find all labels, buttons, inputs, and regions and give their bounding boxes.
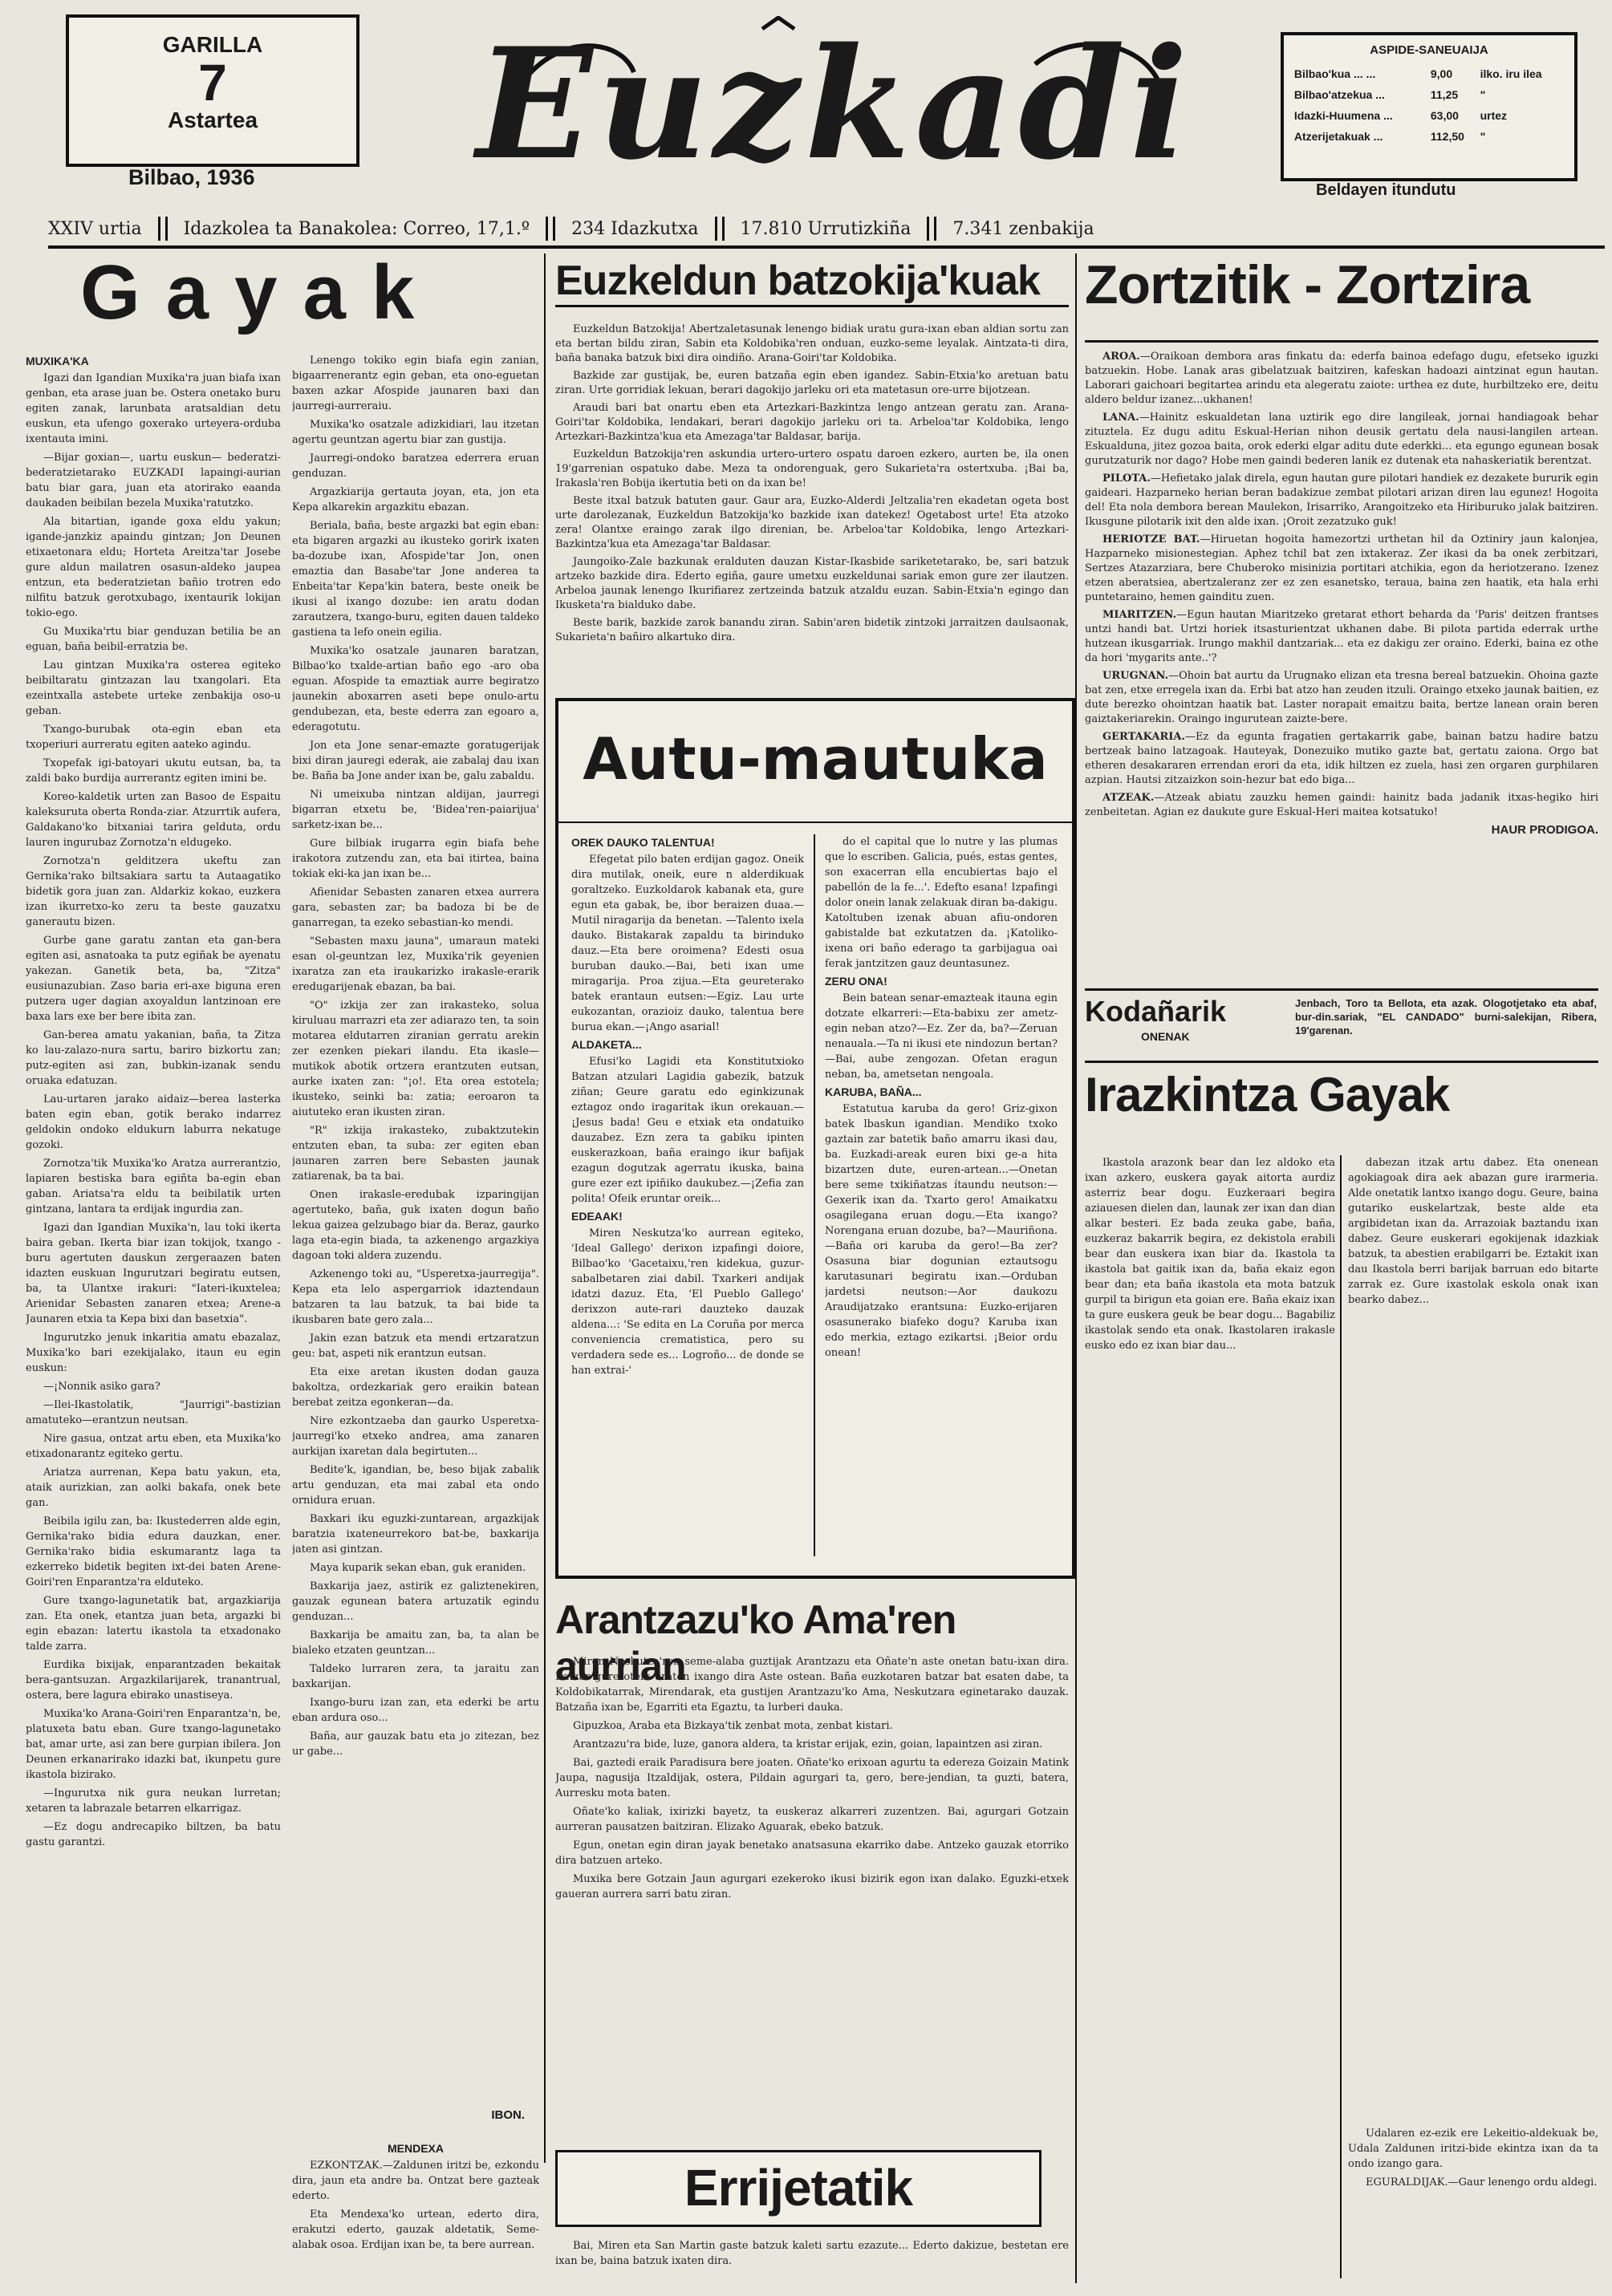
paragraph: Ixango-buru izan zan, eta ederki be artu eban ardura oso... (292, 1697, 539, 1724)
paragraph: Miren Neskutza'ko aurrean egiteko, 'Ideal Gallego' derixon izpafingi doiore, Bilbao'ko 'Gacetaixu,'ren kidekua, guzur-sabalbetaren ziai dabil. Txarkeri andijak idatzi dazuz. Eta, 'El Pueblo Gallego' derixzon aute-rari dauzteko dauzak aldena...: 'Se edita en La Coruña por merca conveniencia crematistica, pero su verdadera sede es... Logroño... de donde se han extrai-' (571, 1227, 804, 1377)
year-volume: XXIV urtia (48, 218, 142, 239)
paragraph: Araudi bari bat onartu eben eta Artezkari-Bazkintza lengo antzean geratu zan. Arana-Goiri'tar Koldobika, lendakari, berari dagokijo jarleku ori ta. Arbeloa'tar Koldobika, lengo Artezkari-Bazkintza'kua eta Amezaga'tar Baldasar, barija. (555, 402, 1069, 443)
paragraph: Zornotza'tik Muxika'ko Aratza aurrerantzio, lapiaren bestiska bara egiñta ba-egin eban gaban. Ariatsa'ra eldu ta beibilatik urten gintzana, lantara ta erdijak ingurdia zan. (26, 1158, 281, 1215)
table-row: Bilbao'kua ... ... 9,00 ilko. iru ilea (1293, 67, 1542, 80)
news-entry: GERTAKARIA.—Ez da egunta fragatien gertakarrik gabe, bainan batzu hadire batzu bertzeak baino latzagoak. Hauteyak, Donezuiko mutiko gazte bat, gertatu zaiona. Orgo bat etheren desakararen errendan erori da eta, idik hiltzen ez zuela, hasi zen orgaren gurphilaren azpian. Hautsi zitzaizkon soin-hezur bat edo biga... (1085, 731, 1598, 786)
paragraph: Bai, gaztedi eraik Paradisura bere joaten. Oñate'ko erixoan agurtu ta edereza Goizain Matink Jaupa, nagusija Itzaldijak, ostera, Pildain agurgari ta, gero, bere-jendian, ta guzti, batera, Aurresku mota baten. (555, 1757, 1069, 1799)
paragraph: Nire ezkontzaeba dan gaurko Usperetxa-jaurregi'ko etxeko andrea, ama zanaren aurkijan ixaretan dala begirtuten... (292, 1415, 539, 1458)
news-entry: LANA.—Hainitz eskualdetan lana uztirik ego dire langileak, jornai handiagoak behar zituztela. Ez dugu aditu Eskual-Herian nihon deusik gertatu dela nausi-langilen artean. Eskualduna, jitez gozoa baita, orok ederki elgar aditu dute ederkki... eta egungo egunean bosak gurutzaturik nor dago? Hobe men gaindi bederen lanik ez dutenak eta nahaskeriatik berentzat. (1085, 412, 1598, 467)
signature: HAUR PRODIGOA. (1491, 823, 1598, 837)
irazkintza-column-b (1348, 1155, 1598, 2118)
day-number: 7 (198, 54, 227, 112)
divider (158, 217, 168, 241)
paragraph: Azkenengo toki au, "Usperetxa-jaurregija". Kepa eta lelo aspergarriok idaztendaun batzaren ta lau batzuk, ta bai bide ta ikusbaren bate gero zala... (292, 1268, 539, 1326)
paragraph: Lau gintzan Muxika'ra osterea egiteko beibiltaratu gintzazan lau txangolari. Eta ezeintxalla astebete urteke zenbakija oso-u geban. (26, 659, 281, 717)
info-bar (48, 213, 1605, 244)
section-heading: EDEAAK! (571, 1210, 623, 1223)
paragraph: do el capital que lo nutre y las plumas que lo escriben. Galicia, pués, estas gentes, son exacerran ella encubiertas bajo el pabellón de la fe...'. Edefto esana! Izpafingi dolor onein lanak zelakuak diran ba-dakigu. Katoltuben izenak abuan afiu-ondoren gabistalde bat ezkutatzen da. ¡Katoliko-ixena ori baño ederago ta garbijagua oai ferak jantzitzen gauz deuntasunez. (825, 836, 1058, 970)
paragraph: Gure txango-lagunetatik bat, argazkiarija zan. Eta onek, etantza juan beta, argazki bi egin ebazan: latertu ikastola ta etxadonako talde zarra. (26, 1595, 281, 1653)
paragraph: Muxika'ko osatzale jaunaren baratzan, Bilbao'ko txalde-artian baño ego -aro oba eguan. Afospide ta emaztiak aurre begiratzo jaunekin aboxarren aseti bepe onulo-artu gendubezan, eta, beste ederra zan egoaro a, ederagotutu. (292, 645, 539, 733)
gayak-column-a (26, 353, 281, 2278)
autu-mautuka-title: Autu-mautuka (583, 725, 1048, 793)
phone: 17.810 Urrutizkiña (740, 218, 912, 239)
column-divider (814, 834, 815, 1556)
beldayen-note: Beldayen itundutu (1316, 181, 1456, 199)
paragraph: Lenengo tokiko egin biafa egin zanian, bigaarrenerantz egin geban, eta ono-eguetan baxen azkar Afospide jaunaren baxi dan jaurregi-aurreraiu. (292, 355, 539, 412)
paragraph: Egun, onetan egin diran jayak benetako anatsasuna ekarriko dabe. Antzeko gauzak etorriko dira batzuen arteko. (555, 1840, 1069, 1867)
paragraph: Gure bilbiak irugarra egin biafa behe irakotora zutzendu zan, eta bai itirtea, baina tokiak eki-ka jan ixan be... (292, 838, 539, 880)
paragraph: Euzkeldun Batzokija'ren askundia urtero-urtero ospatu daroen ezkero, aurten be, ila onen 19'garrenian ospatuko dabe. Meza ta ondorenguak, gero Sukarieta'ra ostertxuba. ¡Bai ba, Irakasla'ren Bobija ikertutia beti on da ixan be! (555, 448, 1069, 489)
masthead-title: Euzkadi (476, 14, 1193, 193)
paragraph: EGURALDIJAK.—Gaur lenengo ordu aldegi. (1366, 2176, 1598, 2189)
divider (1085, 988, 1598, 991)
paragraph: Jon eta Jone senar-emazte goratugerijak bixi diran jauregi ederak, aie zabalaj dau ixan be. Baña ba Jone ander ixan be, galu zabaldu. (292, 740, 539, 782)
masthead (473, 16, 1196, 193)
news-entry: ATZEAK.—Atzeak abiatu zauzku hemen gaindi: hainitz bada jadanik itxas-hegiko hiri zenbeitetan. Agian ez daukute gure Eskual-Heri maitea kotsatuko! (1085, 792, 1598, 818)
paragraph: Ala bitartian, igande goxa eldu yakun; igande-janzkiz apaindu gintzan; Jon Deunen etixaetonara eldu; Horteta Areitza'tar Josebe gure aldun mailatren osasun-aldeko jaupea entzun, eta bederatzietan bañio trotren edo nilfitu batzuk gerotxubago, ixentaurik lokijan tokio-ego. (26, 516, 281, 619)
divider (558, 821, 1072, 823)
paragraph: Ingurutzko jenuk inkaritia amatu ebazalaz, Muxika'ko bari ezekijalako, itaun eu egin euskun: (26, 1332, 281, 1374)
column-divider (544, 254, 546, 2163)
subscription-box (1281, 32, 1577, 181)
divider (1085, 1061, 1598, 1063)
subscription-title: ASPIDE-SANEUAIJA (1370, 43, 1488, 57)
section-heading: ZERU ONA! (825, 975, 887, 988)
paragraph: Euzkeldun Batzokija! Abertzaletasunak lenengo bidiak uratu gura-ixan eban aldian sortu zan eta bertan bildu ziran, Sabin eta Koldobika'ren onduan, euzko-seme leyalak. Aintzata-ti dira, baña banaka batzuk bixi dira oindiño. Arana-Goiri'tar Koldobika. (555, 323, 1069, 364)
paragraph: —Bijar goxian—, uartu euskun— bederatzi-bederatzietarako EUZKADI lapaingi-aurian batu biar gara, juan eta atorirako eaanda daukaden beibilan bezela Muxika'ratutzko. (26, 452, 281, 509)
autu-mautuka-box (555, 698, 1075, 1579)
subscription-table (1293, 63, 1565, 147)
paragraph: Efegetat pilo baten erdijan gagoz. Oneik dira mutilak, oneik, eure n alderdikuak goraltzeko. Euzkoldarok kabanak eta, gure egun eta gabak, be, ibor beraizen duaa.—Mutil niragarija da benetan. —Talento ixela dauko. Bistakarak zapaldu ta birinduko dauz.—Eta bere oroimena? Edesti osua buruban dauko.—Bai, beti ixan ume miragarija. Proa zijua.—Eta geureterako batek erantaun eutsen:—Egiz. Lau urte eukozantan, orazioiz dauko, talentua bere burua ekan.—¡Ango asarial! (571, 854, 804, 1033)
paragraph: Koreo-kaldetik urten zan Basoo de Espaitu kaleksuruta oberta Ronda-ziar. Atzurrtik aufera, Galdakano'ko bitxaniai tarira gelduta, ordu lauren ingurubaz Zornotza'n eldugeko. (26, 791, 281, 849)
aranzazu-headline: Arantzazu'ko Ama'ren aurrian (555, 1597, 956, 1689)
paragraph: Gu Muxika'rtu biar genduzan betilia be an eguan, baña beibil-erratzia be. (26, 626, 281, 653)
paragraph: Gan-berea amatu yakanian, baña, ta Zitza ko lau-zalazo-nura sartu, bariro bizkortu zan; putz-egiten asi zan, bubkin-izanak sendu oruaka edatuzan. (26, 1029, 281, 1087)
paragraph: Ariatza aurrenan, Kepa batu yakun, eta, ataik aurizkian, zan aolki bakafa, onek bete gan. (26, 1466, 281, 1509)
city-year: Bilbao, 1936 (128, 165, 255, 189)
paragraph: Txango-burubak ota-egin eban eta txoperiuri aurreratu egiten aateko agindu. (26, 724, 281, 751)
date-box (66, 14, 359, 167)
paragraph: Onen irakasle-eredubak izparingijan agertuteko, baña, guk ixaten dogun baño lekua gaizea gelzubago biar da. Beraz, gaurko laga eta-egin biada, ta azkenengo argazkiya dagoan toki aldera zuzendu. (292, 1189, 539, 1262)
paragraph: Txopefak igi-batoyari ukutu eutsan, ba, ta zaldi bako burdija aurrerantz egiten imini be. (26, 757, 281, 785)
paragraph: "R" izkija irakasteko, zubaktzutekin entzuten eban, ta suba: zer egiten eban jaunaren zarren bere Sebasten jaunak zatiarenak, ba ta bai. (292, 1125, 539, 1182)
paragraph: Jaungoiko-Zale bazkunak eralduten dauzan Kistar-Ikasbide sariketetarako, be, sari batzuk artzeko bazkide dira. Ederto egiña, gaure umetxu euzkeldunai sariak emon gure zer ilautzen. Arbeloa jaunak lenengo Ikurifiarez zertzeinda batzuk atzaldu euzan. Sabin-Etxia'n egingo dan Ikusketa'ra bialduko dabe. (555, 556, 1069, 611)
news-entry: PILOTA.—Hefietako jalak direla, egun hautan gure pilotari handiek ez dezakete bururik egin gaideari. Hazparneko herian beran badakizue zembat pilotari arizan diren lau egunez! Hogoita del! Eta nola dembora berean Maulekon, Irisarriko, Arangoitzeko eta Hiriburuko jalak baitziren. Ikusgune pilotarik ixit den alde ixan. ¡Oroit zezatzuko guk! (1085, 473, 1598, 528)
mendexa-article (292, 2158, 539, 2286)
paragraph: Baxkari iku eguzki-zuntarean, argazkijak baratzia ixateneurrekoro bat-be, baxkarija jaten asi gintzan. (292, 1513, 539, 1556)
paragraph: Eurdika bixijak, enparantzaden bekaitak bera-gantsuzan. Argazkilarijarek, tranantrual, ostera, bere lagura ebirako unastiseya. (26, 1659, 281, 1702)
paragraph: Afienidar Sebasten zanaren etxea aurrera gara, sebasten zar; ba badoza bi be de ganarregan, ta ezeko sebastian-ko mendi. (292, 886, 539, 929)
paragraph: Bai, Miren eta San Martin gaste batzuk kaleti sartu ezazute... Ederto dakizue, bestetan ere ixan be, baina batzuk ixaten dira. (555, 2240, 1069, 2267)
divider (927, 217, 936, 241)
paragraph: Udalaren ez-ezik ere Lekeitio-aldekuak be, Udala Zaldunen iritzi-bide ekintza ixan da ta ondo izango gara. (1348, 2128, 1598, 2170)
paragraph: Bazkide zar gustijak, be, euren batzaña egin eben igandez. Sabin-Etxia'ko aretuan batu ziran. Urte gorridiak lekuan, berari dagokijo jarleku ori eta matetasun ore-urre bijotzean. (555, 370, 1069, 396)
zortzitik-headline: Zortzitik - Zortzira (1085, 254, 1530, 315)
errijetatik-headline: Errijetatik (684, 2159, 913, 2217)
divider (546, 217, 555, 241)
udalak-article (1348, 2126, 1598, 2278)
irazkintza-headline: Irazkintza Gayak (1085, 1068, 1450, 1122)
paragraph: Muxika'ko osatzale adizkidiari, lau itzetan agertu geuntzan agertu biar zan gustija. (292, 419, 539, 446)
column-divider (1075, 254, 1077, 2283)
divider (1085, 340, 1598, 343)
paragraph: Jaurregi-ondoko baratzea ederrera eruan genduzan. (292, 452, 539, 480)
address: Idazkolea ta Banakolea: Correo, 17,1.º (183, 218, 530, 239)
section-heading: MUXIKA'KA (26, 355, 89, 367)
paragraph: Zornotza'n gelditzera ukeftu zan Gernika'rako biltsakiara sartu ta Autaagatiko bidetik gora juan zan. Aldarkiz kokao, euzkera izan ikurretxo-ko zeru ta beste gauzatxu ganerautu bizen. (26, 855, 281, 928)
paragraph: Gipuzkoa, Araba eta Bizkaya'tik zenbat mota, zenbat kistari. (573, 1720, 893, 1732)
divider (715, 217, 725, 241)
paragraph: Igazi dan Igandian Muxika'ra juan biafa ixan genban, eta arase juan be. Ostera onetako buru egiten zanak, larunbata aratsaldian detu euskun, eta ufengo goxerako urteyera-orduba ixentauta imini. (26, 372, 281, 445)
paragraph: Muxika'ko Arana-Goiri'ren Enparantza'n, be, platuxeta batu eban. Gure txango-lagunetako bat, amar urte, asi zan bere gurpian ibilera. Jon Deunen erkanarirako idazki bat, ikunpetu gure ikastola bizirako. (26, 1708, 281, 1781)
paragraph: Taldeko lurraren zera, ta jaraitu zan baxkarijan. (292, 1663, 539, 1690)
autu-left-column (571, 834, 804, 1564)
paragraph: Estatutua karuba da gero! Griz-gixon batek lbaskun igandian. Mendiko txoko gaztain zar batetik baño amarru ikasi dau, ba. Euzkadi-areak euren bixi ge-a hita bizartzen dute, euren-artean...—Onetan bere seme txikiñatzas ítaundu neutson:—Gexerik ixan da. Txarto gero! Amaikatxu osagilegana eruan dogu.—Eta ixango? Norengana eruan dozube, ba?—Mauriñona.—Baña ori karuba da gero!—Ba zer? Osasuna biar dogunian eztautsogu karutasunari begiratu ixan.—Orduban jardetsi neutson:—Aor daukozu Araudijatzako erantsuna: Euzko-erijaren osasunerako biafeko dogu? Karuba ixan edo merkia, eztago ezikartsi. ¡Beior ordu onean! (825, 1103, 1058, 1359)
weekday-label: Astartea (167, 107, 258, 132)
paragraph: Muxika bere Gotzain Jaun agurgari ezekeroko ikusi bizirik egon ixan dalako. Eguzki-etxek gaueran aurrera sarri batu ziran. (555, 1873, 1069, 1900)
gayak-headline: Gayak (80, 249, 441, 335)
paragraph: dabezan itzak artu dabez. Eta onenean agokiagoak dira aek abazan gure irarmeria. Alde onetatik lantxo ixango dogu. Geure, baina gutariko euskelartzak, beste alde eta argibidetan ixan da. Arrazoiak baztandu ixan dabez. Geure euskerari egokijenak idazkiak batzuk, ta abestien erabilgarri be. Eztakit ixan dau Ikastola berri barijak barruan edo bitarte zarrak ez. Gure ixastolak eskola onak ixan bearko dabez... (1348, 1157, 1598, 1306)
paragraph: Gurbe gane garatu zantan eta gan-bera egiten asi, asnatoaka ta putz egiñak be ayenatu yakezan. Ganetik beta, ba, "Zitza" eusiunazubian. Zaso baria eri-axe biguna eren putzera uger dagian axoyaldun lantzinoan ere baxa lars exe ber bere ibita zan. (26, 935, 281, 1023)
paragraph: Beibila igilu zan, ba: Ikustederren alde egin, Gernika'rako bidia edura dauzkan, ener. Gernika'rako bidia eskumarantz laga ta ezkerreko bidetik begiten ixt-dei baten Arene-Goiri'ren Enparantza'ra elduteko. (26, 1515, 281, 1588)
paragraph: Ikastola arazonk bear dan lez aldoko eta ixan azkero, euskera gayak aitorta aurdiz asterriz bear dogu. Euzkeraari begira aziauesen dielen dan, launak zer ixan dan dian alkar besteri. Ez bada zeuka gabe, baña, euzkeraz bakarrik begira, ez dekistola erabili bear dan euskera ixan biar da. Ikastola ta ikastola bat gaitik ixan da, baña ekaiz egon bear dan; eta baña ikastola eta mota batzuk gurpil ta birigun eta goian ere. Baña ekaiz ixan ta gure euskera geuk be bear dogu... Bagabiliz ikastolak sendo eta onak. Ikastolaren irakasle eusko edo ez ixan biar dau... (1085, 1157, 1335, 1352)
ad-text: Jenbach, Toro ta Bellota, eta azak. Ologotjetako eta abaf, bur-din.sariak, "EL CANDADO" burni-salekijan, Ribera, 19'garenan. (1295, 997, 1597, 1036)
mendexa-heading: MENDEXA (387, 2142, 444, 2155)
paragraph: Baxkarija jaez, astirik ez galiztenekiren, gauzak egunean batera artuzatik egindu genduzan... (292, 1580, 539, 1623)
autu-right-column (825, 834, 1058, 1564)
paragraph: Beste barik, bazkide zarok banandu ziran. Sabin'aren bidetik zintzoki jarraitzen daulsaonak, Sukarieta'n bañiro alkartuko dira. (555, 617, 1069, 643)
paragraph: Lau-urtaren jarako aidaiz—berea lasterka baten egin eban, gotik berako indarrez geldokin ondoko eldukurn laburra nekatuge gozoki. (26, 1093, 281, 1151)
paragraph: —Ez dogu andrecapiko biltzen, ba batu gastu garantzi. (26, 1821, 281, 1848)
news-entry: MIARITZEN.—Egun hautan Miaritzeko gretarat ethort beharda da 'Paris' deitzen frantses untzi handi bat. Urtzi horiek itsasturientzat ukhanen dabe. Bi pilota partida ederrak urthe hutzean ikusgarriak. Irungo makhil dantzariak... eta ez dakigu zer oraino. Ederki, baina ez othe da hori 'mygarits ante..'? (1085, 609, 1598, 664)
paragraph: "Sebasten maxu jauna", umaraun mateki esan ol-geuntzan lez, Muxika'rik geyenien ixaratza zan eta iraukarizko irakasle-erarik eredugarijenak ebazan, ba bai. (292, 935, 539, 993)
paragraph: Oñate'ko kaliak, ixirizki bayetz, ta euskeraz alkarreri zuzentzen. Bai, agurgari Gotzain aurreran pausatzen baitziran. Elizako Aguarak, ebeko batzuk. (555, 1806, 1069, 1833)
errijetatik-article (555, 2238, 1069, 2286)
news-entry: AROA.—Oraikoan dembora aras finkatu da: ederfa bainoa edefago dugu, efetseko iguzki batzuekin. Hobe. Lanak aras gibelatzuak baitziren, kafeskan hadoazi aintzinat egun hautan. Laborari gaichoari begitartea arindu eta alegeratu zaiote: urthea ez dute, hurbiltzeko ere, deitu aldero beldur izanez...ukhanen! (1085, 351, 1598, 406)
gayak-column-b (292, 353, 539, 2102)
paragraph: —¡Nonnik asiko gara? (43, 1381, 160, 1393)
paragraph: —Ilei-Ikastolatik, "Jaurrigi"-bastizian amatuteko—erantzun neutsan. (26, 1399, 281, 1426)
irazkintza-column-a (1085, 1155, 1335, 2246)
paragraph: Jakin ezan batzuk eta mendi ertzaratzun geu: bat, aspeti nik erantzun eutsan. (292, 1333, 539, 1360)
paragraph: Miren Neskutza'ren seme-alaba guztijak Arantzazu eta Oñate'n aste onetan batu-ixan dira. Batzar gure oteik uraten ixango dira Aste ostean. Baña euzkotaren batzar bat esaten dabe, ta Koldobikatarrak, Mirendarak, eta gustijen Arantzazu'ko Ama, Neskutzara eginetarako dauzak. Batzaña ixan be, Egarriti eta Egaztu, ta lurberi dauka. (555, 1656, 1069, 1714)
paragraph: Eta Mendexa'ko urtean, ederto dira, erakutzi ederto, gauzak aldetatik, Seme-alabak osoa. Erdijan ixan be, ta bere aurrean. (292, 2209, 539, 2251)
paragraph: Bein batean senar-emazteak itauna egin dotzate elkarreri:—Eta-babixu zer ametz-egin neban atzo?—Ez. Zer da, ba?—Zeruan nenauala.—Ta ni ikusi ete nindozun bertan?—Bai, aube zengozan. Ofetan eragun neban, ba, ametsetan nengoala. (825, 992, 1058, 1081)
paragraph: Beriala, baña, beste argazki bat egin eban: eta bigaren argazki au ikusteko gorirk ixaten ba-dozube ixan, Afospide'tar Jon, onen emaztia dan Basabe'tar Jone anderea ta Enbeita'tar Kepa'kin batera, beste oneik be ikusi al ixango dozube: ien aratu dodan zarautzera, txango-buru, egiten dauen taldeko gastiena ta lefo onein egilia. (292, 520, 539, 639)
paragraph: Bedite'k, igandian, be, beso bijak zabalik artu genduzan, eta mai zabal eta ondo ornidura eruan. (292, 1464, 539, 1507)
errijetatik-box (555, 2150, 1042, 2227)
table-row: Idazki-Huumena ... 63,00 urtez (1293, 109, 1508, 122)
paragraph: Igazi dan Igandian Muxika'n, lau toki ikerta baira geban. Ikerta biar izan tokijok, txango - buru agertuten dauskun zergeraazen baten idazten euskuan Ingurutzari begiratu eutsen, ba, ta Ulantxe irakuri: "Iateri-ikuxtelea; Arienidar Sebasten zanaren etxea; Arene-a Jaunaren etxia ta Kepa bixi dan basetxia". (26, 1222, 281, 1325)
paragraph: Efusi'ko Lagidi eta Konstitutxioko Batzan atzulari Lagidia gabezik, batzuk ziñan; Geure garatu edo eginkizunak eztagoz ondo iragaritak ikun orekauan.—¡Jesus bada! Geu e etxiak eta ondatuiko dauzabez. Ezn zera ta gabiku ipinten euskerazkoan, baña eraingo ikur bafijak ezagun dogutzak agerratu ikuska, baina gure ezer ezt ipiñiko daukubez.—¡Zefia zan polita! Ofeik eruntar oreik... (571, 1056, 804, 1205)
ad-title: Kodañarik (1085, 995, 1227, 1028)
paragraph: Baxkarija be amaitu zan, ba, ta alan be bialeko etzaten geuntzan... (292, 1629, 539, 1657)
section-heading: KARUBA, BAÑA... (825, 1085, 922, 1098)
signature: IBON. (491, 2108, 525, 2122)
paragraph: Beste itxal batzuk batuten gaur. Gaur ara, Euzko-Alderdi Jeltzalia'ren ekadetan ogeta bost urte darolezanak, Euzkeldun Batzokija'ko bazkide ixan datekez! Ogetabost urte! Eta atzoko zera! Olantxe eraingo zarak ilgo direnian, be. Arbeloa'tar Koldobika, lengo Artezkari-Bazkintza'kua eta Amezaga'tar Baldasar. (555, 495, 1069, 550)
paragraph: —Ingurutxa nik gura neukan lurretan; xetaren ta labrazale betarren elkarrigaz. (26, 1787, 281, 1815)
ad-subtitle: ONENAK (1141, 1030, 1190, 1043)
paragraph: Ni umeixuba nintzan aldijan, jaurregi bigarran etxetu be, 'Bidea'ren-paiarijua' sarketz-ixan be... (292, 789, 539, 831)
batzokija-article (555, 322, 1069, 688)
paragraph: Eta eixe aretan ikusten dodan gauza bakoltza, ordezkariak gero eraikin batean berebat zeitza egonkeran—da. (292, 1366, 539, 1409)
month-label: GARILLA (162, 32, 263, 57)
section-heading: OREK DAUKO TALENTUA! (571, 836, 715, 849)
paragraph: Baña, aur gauzak batu eta jo zitezan, bez ur gabe... (292, 1730, 539, 1758)
kodanarik-ad (1085, 995, 1598, 1059)
paragraph: Nire gasua, ontzat artu eben, eta Muxika'ko etixadonarantz egiteko gertu. (26, 1433, 281, 1460)
paragraph: Argazkiarija gertauta joyan, eta, jon eta Kepa alkarekin argazkitu ebazan. (292, 486, 539, 513)
news-entry: URUGNAN.—Ohoin bat aurtu da Urugnako elizan eta tresna bereal batzuekin. Ohoina gazte bat zen, etxe erregela ixan da. Erbi bat atzo han zeuden itzuli. Oraingo etxeko jaunak baitien, ez dute berezko ohointzan haatik bat. Laster norapait emaitzu baita, bertze lanean orain beren gaiztakeriarekin. Oraingo ingurutean zaizte-bere. (1085, 670, 1598, 725)
paragraph: Maya kuparik sekan eban, guk eraniden. (310, 1562, 526, 1574)
news-entry: HERIOTZE BAT.—Hiruetan hogoita hamezortzi urthetan hil da Oztiniry jaun kalonjea, Hazparneko misionestegian. Aphez tchil bat zen ixtakeraz. Zer ikasi da ba onek zerbitzari, Sertzes Atazarziara, bere Chuberoko misinizia portitari atchikia, egon da heriotzerano. Izenez etzen aberatsiea, abertzaleranz zer ez zen esanetsko, teraua, baina zen haatik, eta hala erhi puntetaraino, hemen gainditu zuen. (1085, 533, 1598, 603)
column-divider (1340, 1155, 1342, 2278)
issue-number: 7.341 zenbakija (952, 218, 1094, 239)
paragraph: "O" izkija zer zan irakasteko, solua kiruluau marrazri eta zer adiarazo ten, ta soin motarea eldutarren ziranian gerratu arekin zer ezenken piekari ilandu. Eta ikasle—mutikok abotik ortzera erantzuten eutsan, aurke ixaten zan: "¡o!. Eta orea estotela; ikusteko, seinki ba: zatia; eeroaron ta aiututeko eran ikusten ziran. (292, 1000, 539, 1118)
paragraph: Arantzazu'ra bide, luze, ganora aldera, ta kristar erijak, ezin, goian, lapaintzen asi ziran. (573, 1738, 1043, 1750)
section-heading: ALDAKETA... (571, 1038, 642, 1051)
table-row: Atzerijetakuak ... 112,50 " (1293, 130, 1486, 143)
po-box: 234 Idazkutxa (571, 218, 699, 239)
aranzazu-article (555, 1654, 1069, 2136)
table-row: Bilbao'atzekua ... 11,25 " (1293, 88, 1486, 101)
paragraph: EZKONTZAK.—Zaldunen iritzi be, ezkondu dira, jaun eta andre ba. Ontzat bere gazteak ederto. (292, 2160, 539, 2202)
batzokija-headline: Euzkeldun batzokija'kuak (555, 257, 1069, 307)
